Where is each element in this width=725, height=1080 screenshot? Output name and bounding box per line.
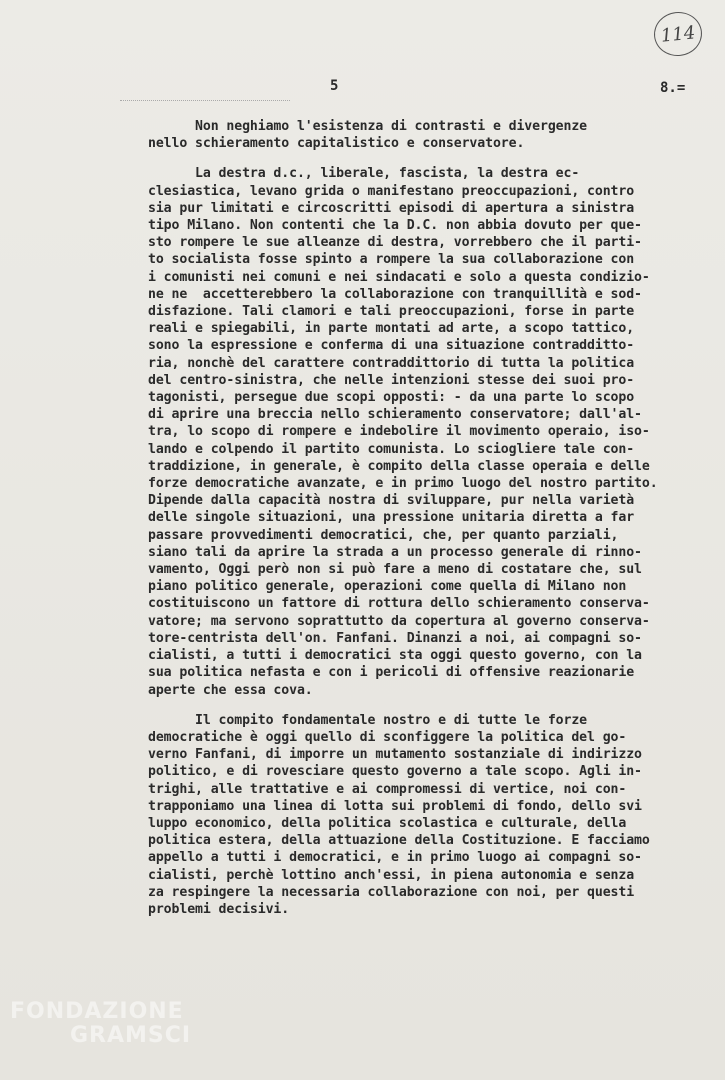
text-line: vatore; ma servono soprattutto da copertura al governo conserva- — [148, 613, 650, 629]
text-line: Dipende dalla capacità nostra di sviluppare, pur nella varietà — [148, 493, 635, 509]
text-line: tagonisti, persegue due scopi opposti: - da una parte lo scopo — [148, 390, 635, 406]
text-line: aperte che essa cova. — [148, 682, 313, 698]
text-line: appello a tutti i democratici, e in primo luogo ai compagni so- — [148, 850, 642, 866]
paragraph-3 — [148, 712, 718, 918]
text-line: Non neghiamo l'esistenza di contrasti e divergenze — [148, 119, 588, 134]
text-line: reali e spiegabili, in parte montati ad arte, a scopo tattico, — [148, 321, 635, 337]
paragraph-1 — [148, 118, 718, 152]
text-line: cialisti, perchè lottino anch'essi, in piena autonomia e senza — [148, 867, 635, 883]
header-rule — [120, 100, 290, 101]
page-number: 5 — [330, 78, 339, 94]
text-line: passare provvedimenti democratici, che, per quanto parziali, — [148, 527, 619, 543]
text-line: traddizione, in generale, è compito della classe operaia e delle — [148, 458, 650, 474]
watermark-bottom-text: GRAMSCI — [70, 1023, 192, 1048]
text-line: La destra d.c., liberale, fascista, la destra ec- — [148, 166, 580, 182]
text-line: siano tali da aprire la strada a un processo generale di rinno- — [148, 544, 642, 560]
text-line: za respingere la necessaria collaborazione con noi, per questi — [148, 884, 635, 900]
text-line: sto rompere le sue alleanze di destra, vorrebbero che il parti- — [148, 235, 642, 251]
text-line: lando e colpendo il partito comunista. Lo sciogliere tale con- — [148, 441, 635, 457]
watermark-top-text: FONDAZIONE — [10, 999, 184, 1024]
text-line: forze democratiche avanzate, e in primo luogo del nostro partito. — [148, 476, 658, 492]
text-line: sua politica nefasta e con i pericoli di offensive reazionarie — [148, 665, 635, 681]
archive-watermark — [10, 1000, 191, 1048]
text-line: nello schieramento capitalistico e conservatore. — [148, 136, 525, 152]
sheet-number: 8.= — [660, 80, 686, 96]
text-line: ria, nonchè del carattere contraddittorio di tutta la politica — [148, 355, 635, 371]
text-line: costituiscono un fattore di rottura dello schieramento conserva- — [148, 596, 650, 612]
text-line: piano politico generale, operazioni come quella di Milano non — [148, 579, 627, 595]
archive-number-stamp: 114 — [652, 10, 704, 59]
text-line: verno Fanfani, di imporre un mutamento sostanziale di indirizzo — [148, 747, 642, 763]
text-line: problemi decisivi. — [148, 901, 290, 917]
text-line: clesiastica, levano grida o manifestano preoccupazioni, contro — [148, 183, 635, 199]
text-line: luppo economico, della politica scolastica e culturale, della — [148, 815, 627, 831]
text-line: trapponiamo una linea di lotta sui problemi di fondo, dello svi — [148, 798, 642, 814]
text-line: vamento, Oggi però non si può fare a meno di costatare che, sul — [148, 562, 642, 578]
text-line: delle singole situazioni, una pressione unitaria diretta a far — [148, 510, 635, 526]
text-line: ne ne accetterebbero la collaborazione con tranquillità e sod- — [148, 286, 642, 302]
text-line: di aprire una breccia nello schieramento conservatore; dall'al- — [148, 407, 642, 423]
text-line: tore-centrista dell'on. Fanfani. Dinanzi a noi, ai compagni so- — [148, 630, 642, 646]
text-line: tra, lo scopo di rompere e indebolire il movimento operaio, iso- — [148, 424, 650, 440]
paragraph-2 — [148, 165, 718, 698]
text-line: to socialista fosse spinto a rompere la sua collaborazione con — [148, 252, 635, 268]
text-line: democratiche è oggi quello di sconfiggere la politica del go- — [148, 729, 627, 745]
text-line: tipo Milano. Non contenti che la D.C. non abbia dovuto per que- — [148, 218, 642, 234]
text-line: trighi, alle trattative e ai compromessi di vertice, noi con- — [148, 781, 627, 797]
text-line: cialisti, a tutti i democratici sta oggi questo governo, con la — [148, 648, 642, 664]
text-line: politico, e di rovesciare questo governo a tale scopo. Agli in- — [148, 764, 642, 780]
text-line: del centro-sinistra, che nelle intenzioni stesse dei suoi pro- — [148, 372, 635, 388]
text-line: sono la espressione e conferma di una situazione contradditto- — [148, 338, 635, 354]
text-line: disfazione. Tali clamori e tali preoccupazioni, forse in parte — [148, 304, 635, 320]
text-line: politica estera, della attuazione della Costituzione. E facciamo — [148, 833, 650, 849]
typewritten-body — [148, 118, 718, 931]
text-line: Il compito fondamentale nostro e di tutte le forze — [148, 712, 588, 728]
text-line: i comunisti nei comuni e nei sindacati e solo a questa condizio- — [148, 269, 650, 285]
text-line: sia pur limitati e circoscritti episodi di apertura a sinistra — [148, 200, 635, 216]
